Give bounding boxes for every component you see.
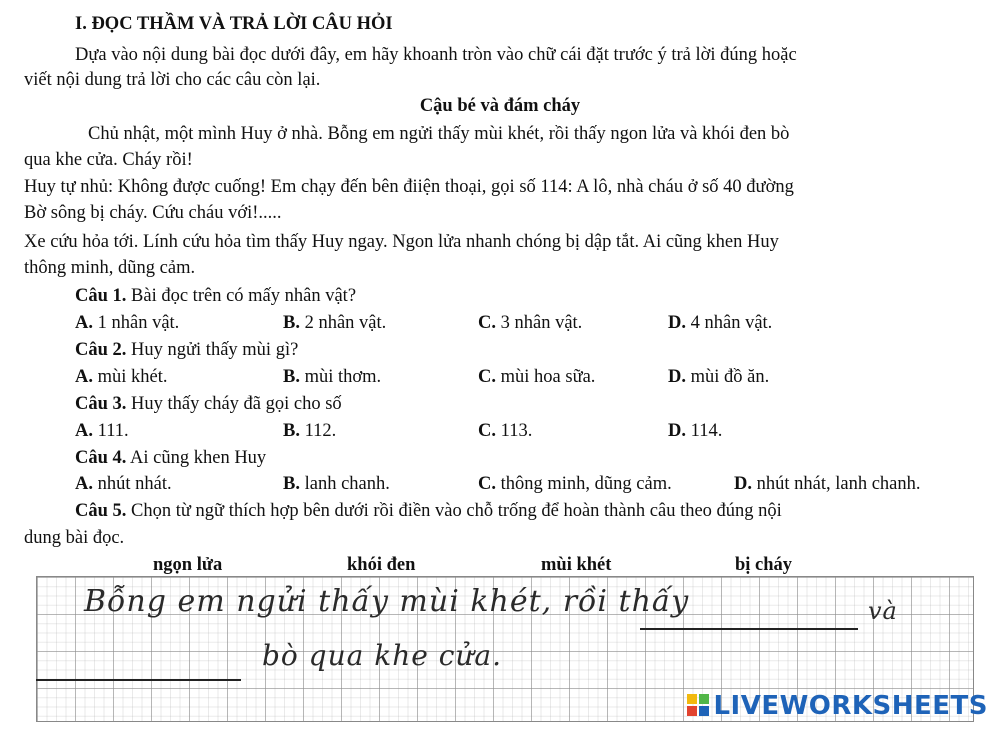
handwriting-line-1-end: và [868, 597, 898, 625]
q4-option-a[interactable] [75, 473, 172, 496]
q1-option-d[interactable] [668, 312, 772, 335]
question-label: Câu 2. [75, 340, 127, 360]
question-text: Huy ngửi thấy mùi gì? [131, 340, 299, 360]
instruction-line-1: Dựa vào nội dung bài đọc dưới đây, em hãy khoanh tròn vào chữ cái đặt trước ý trả lời đúng hoặc [75, 45, 797, 65]
option-text: 1 nhân vật. [97, 313, 180, 333]
q3-option-c[interactable] [478, 420, 532, 443]
option-text: thông minh, dũng cảm. [500, 474, 672, 494]
option-text: 4 nhân vật. [690, 313, 773, 333]
word-bank-item[interactable]: bị cháy [735, 555, 793, 575]
question-label: Câu 4. [75, 448, 127, 468]
liveworksheets-logo-icon [687, 694, 709, 716]
q2-option-d[interactable] [668, 366, 769, 389]
q3-option-a[interactable] [75, 420, 129, 443]
question-4 [75, 447, 266, 470]
option-text: mùi thơm. [304, 367, 382, 387]
option-text: lanh chanh. [304, 474, 390, 494]
option-letter: C. [478, 313, 496, 333]
story-title: Cậu bé và đám cháy [419, 96, 581, 116]
q1-option-c[interactable] [478, 312, 582, 335]
question-text: Chọn từ ngữ thích hợp bên dưới rồi điền vào chỗ trống để hoàn thành câu theo đúng nội [131, 501, 782, 521]
question-2 [75, 339, 298, 362]
word-bank-item[interactable]: khói đen [347, 555, 416, 575]
question-label: Câu 3. [75, 394, 127, 414]
q1-option-a[interactable] [75, 312, 179, 335]
option-letter: C. [478, 474, 496, 494]
handwriting-line-1: Bỗng em ngửi thấy mùi khét, rồi thấy [84, 584, 690, 619]
option-text: 113. [500, 421, 533, 441]
option-text: mùi đồ ăn. [690, 367, 770, 387]
option-text: nhút nhát, lanh chanh. [756, 474, 921, 494]
option-letter: B. [283, 421, 300, 441]
option-letter: B. [283, 474, 300, 494]
story-p3-line1: Xe cứu hỏa tới. Lính cứu hỏa tìm thấy Huy ngay. Ngon lửa nhanh chóng bị dập tắt. Ai cũng khen Huy [24, 232, 779, 252]
option-letter: A. [75, 313, 93, 333]
option-letter: A. [75, 421, 93, 441]
option-text: mùi hoa sữa. [500, 367, 596, 387]
q1-option-b[interactable] [283, 312, 386, 335]
story-p2-line2: Bờ sông bị cháy. Cứu cháu với!..... [24, 203, 282, 223]
q4-option-c[interactable] [478, 473, 672, 496]
option-text: nhút nhát. [97, 474, 172, 494]
q2-option-a[interactable] [75, 366, 168, 389]
option-letter: C. [478, 421, 496, 441]
question-5 [75, 500, 782, 523]
q2-option-b[interactable] [283, 366, 381, 389]
question-3 [75, 393, 342, 416]
option-letter: C. [478, 367, 496, 387]
question-label: Câu 1. [75, 286, 127, 306]
option-text: 2 nhân vật. [304, 313, 387, 333]
question-label: Câu 5. [75, 501, 127, 521]
option-letter: D. [668, 367, 686, 387]
option-letter: A. [75, 474, 93, 494]
option-letter: D. [668, 421, 686, 441]
question-text: Bài đọc trên có mấy nhân vật? [131, 286, 357, 306]
handwriting-line-2: bò qua khe cửa. [262, 639, 503, 672]
option-letter: A. [75, 367, 93, 387]
q4-option-b[interactable] [283, 473, 390, 496]
q3-option-b[interactable] [283, 420, 336, 443]
story-p1-line1: Chủ nhật, một mình Huy ở nhà. Bỗng em ngửi thấy mùi khét, rồi thấy ngon lửa và khói đen bò [88, 124, 790, 144]
option-letter: B. [283, 367, 300, 387]
option-text: 3 nhân vật. [500, 313, 583, 333]
watermark-text: LIVEWORKSHEETS [713, 691, 988, 721]
word-bank-item[interactable]: ngọn lửa [153, 555, 223, 575]
story-p1-line2: qua khe cửa. Cháy rồi! [24, 150, 193, 170]
option-text: 111. [97, 421, 129, 441]
option-letter: D. [668, 313, 686, 333]
question-1 [75, 285, 356, 308]
question-text: Ai cũng khen Huy [130, 448, 267, 468]
q4-option-d[interactable] [734, 473, 921, 496]
liveworksheets-watermark [687, 691, 988, 721]
instruction-line-2: viết nội dung trả lời cho các câu còn lại. [24, 70, 321, 90]
q2-option-c[interactable] [478, 366, 595, 389]
answer-blank-1[interactable] [640, 628, 858, 630]
option-text: mùi khét. [97, 367, 168, 387]
section-title: I. ĐỌC THẦM VÀ TRẢ LỜI CÂU HỎI [75, 14, 393, 34]
option-text: 112. [304, 421, 337, 441]
option-letter: B. [283, 313, 300, 333]
word-bank-item[interactable]: mùi khét [541, 555, 612, 575]
question-text: Huy thấy cháy đã gọi cho số [131, 394, 342, 414]
question-5-line2: dung bài đọc. [24, 528, 125, 548]
q3-option-d[interactable] [668, 420, 722, 443]
answer-blank-2[interactable] [36, 679, 241, 681]
story-p3-line2: thông minh, dũng cảm. [24, 258, 196, 278]
story-p2-line1: Huy tự nhủ: Không được cuống! Em chạy đến bên điiện thoại, gọi số 114: A lô, nhà cháu ở số 40 đường [24, 177, 794, 197]
option-letter: D. [734, 474, 752, 494]
option-text: 114. [690, 421, 723, 441]
